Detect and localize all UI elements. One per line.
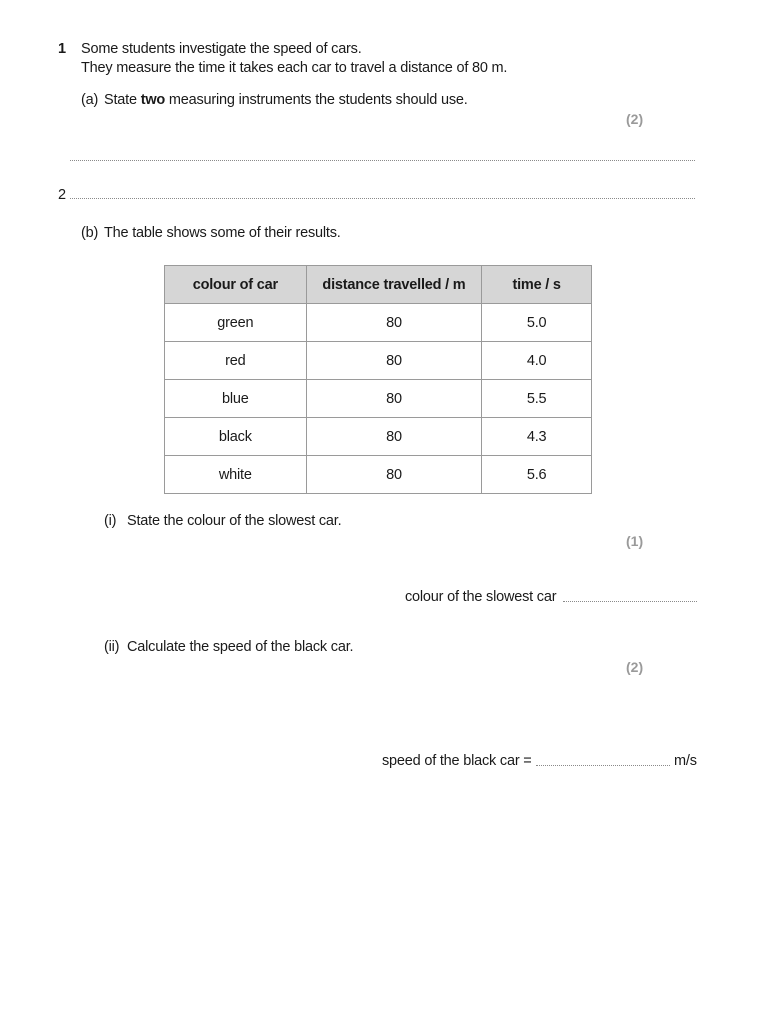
part-b-text: The table shows some of their results. <box>104 225 341 241</box>
table-row <box>165 380 592 418</box>
part-b-i-text: State the colour of the slowest car. <box>127 513 342 529</box>
table-row <box>165 342 592 380</box>
results-table <box>164 265 592 494</box>
table-header-time: time / s <box>482 266 592 304</box>
table-cell-time: 5.6 <box>482 456 592 494</box>
table-cell-colour: black <box>165 418 307 456</box>
part-b-ii-text: Calculate the speed of the black car. <box>127 639 354 655</box>
part-b-label: (b) <box>81 225 99 241</box>
part-a-text-before: State <box>104 92 141 108</box>
table-row <box>165 418 592 456</box>
part-b-ii-marks: (2) <box>626 659 644 675</box>
table-header-row <box>165 266 592 304</box>
answer-line-2-label: 2 <box>58 187 66 203</box>
table-row <box>165 456 592 494</box>
speed-answer-label: speed of the black car = <box>382 753 532 769</box>
table-cell-colour: blue <box>165 380 307 418</box>
question-intro-line-2: They measure the time it takes each car to travel a distance of 80 m. <box>81 60 508 76</box>
part-a-marks: (2) <box>626 111 644 127</box>
table-row <box>165 304 592 342</box>
table-cell-time: 5.5 <box>482 380 592 418</box>
table-cell-distance: 80 <box>306 418 482 456</box>
answer-line-1[interactable] <box>70 160 695 161</box>
question-number: 1 <box>58 41 66 57</box>
table-cell-colour: green <box>165 304 307 342</box>
table-header-distance: distance travelled / m <box>306 266 482 304</box>
table-cell-distance: 80 <box>306 456 482 494</box>
question-intro-line-1: Some students investigate the speed of cars. <box>81 41 362 57</box>
part-a-text-after: measuring instruments the students should use. <box>165 92 468 108</box>
table-cell-time: 4.3 <box>482 418 592 456</box>
table-cell-distance: 80 <box>306 304 482 342</box>
table-cell-distance: 80 <box>306 342 482 380</box>
table-header-colour: colour of car <box>165 266 307 304</box>
table-cell-distance: 80 <box>306 380 482 418</box>
slowest-car-answer-label: colour of the slowest car <box>405 589 557 605</box>
answer-line-2[interactable] <box>70 198 695 199</box>
table-cell-colour: white <box>165 456 307 494</box>
part-b-i-label: (i) <box>104 513 117 529</box>
table-cell-time: 5.0 <box>482 304 592 342</box>
speed-answer-line[interactable] <box>536 765 670 766</box>
part-a-question <box>104 91 468 110</box>
part-a-label: (a) <box>81 92 99 108</box>
table-cell-time: 4.0 <box>482 342 592 380</box>
part-b-i-marks: (1) <box>626 533 644 549</box>
table-cell-colour: red <box>165 342 307 380</box>
part-b-ii-label: (ii) <box>104 639 120 655</box>
speed-answer-unit: m/s <box>674 753 697 769</box>
part-a-text-bold: two <box>140 92 166 108</box>
slowest-car-answer-line[interactable] <box>563 601 697 602</box>
